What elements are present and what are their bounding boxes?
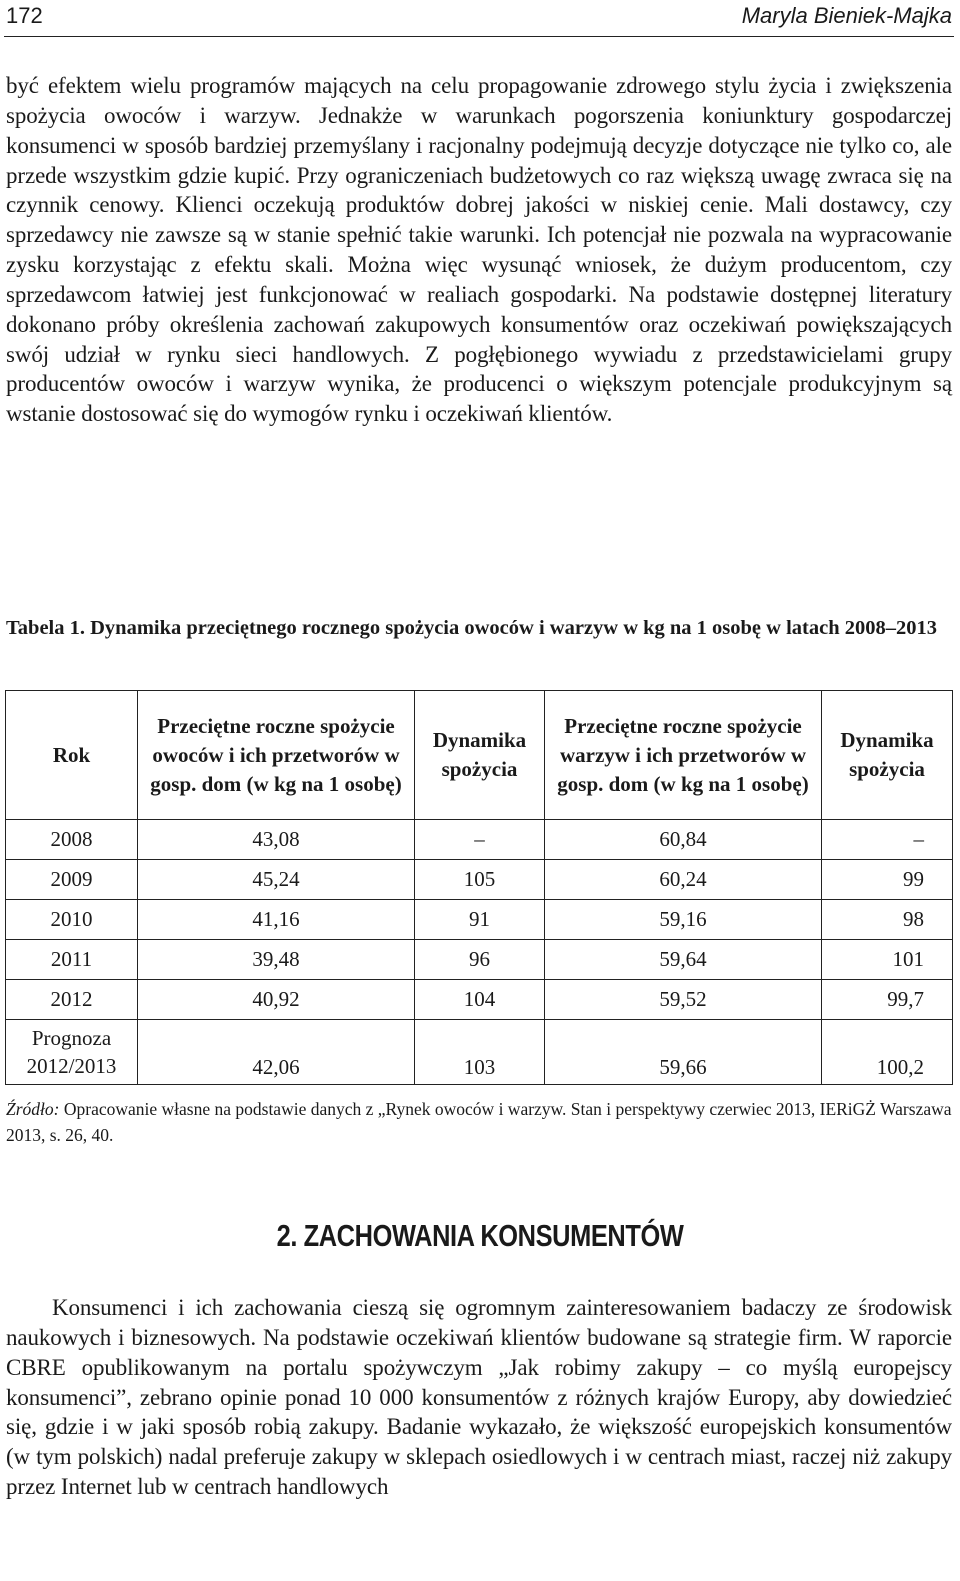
body-paragraph-2: Konsumenci i ich zachowania cieszą się ogromnym zainteresowaniem badaczy ze środowisk naukowych i biznesowych. Na podstawie oczekiwań klientów budowane są strategie firm. W raporcie CBRE opublikowanym na portalu spożywczym „Jak robimy zakupy – co myślą europejscy konsumenci”, zebrano opinie ponad 10 000 konsumentów z różnych krajów Europy, aby dowiedzieć się, gdzie i w jaki sposób robią zakupy. Badanie wykazało, że większość europejskich konsumentów (w tym polskich) nadal preferuje zakupy w sklepach osiedlowych i w centrach miast, raczej niż zakupy przez Internet lub w centrach handlowych: [6, 1295, 952, 1500]
table-cell: 2012: [6, 980, 138, 1020]
table-cell: 99,7: [822, 980, 953, 1020]
page-number: 172: [6, 3, 43, 28]
table-cell: 103: [415, 1020, 545, 1085]
table-cell: 96: [415, 940, 545, 980]
table-caption: Tabela 1. Dynamika przeciętnego rocznego spożycia owoców i warzyw w kg na 1 osobę w latach 2008–2013: [6, 617, 937, 639]
body-paragraph-1: być efektem wielu programów mających na celu propagowanie zdrowego stylu życia i zwiększenia spożycia owoców i warzyw. Jednakże w warunkach pogorszenia koniunktury gospodarczej konsumenci w sposób bardziej przemyślany i racjonalny podejmują decyzje dotyczące nie tylko co, ale przede wszystkim gdzie kupić. Przy ograniczeniach budżetowych co raz większą uwagę zwraca się na czynnik cenowy. Klienci oczekują produktów dobrej jakości w niskiej cenie. Mali dostawcy, czy sprzedawcy nie zawsze są w stanie spełnić takie warunki. Ich potencjał nie pozwala na wypracowanie zysku korzystając z efektu skali. Można więc wysunąć wniosek, że dużym producentom, czy sprzedawcom łatwiej jest funkcjonować w realiach gospodarki. Na podstawie dostępnej literatury dokonano próby określenia zachowań zakupowych konsumentów oraz oczekiwań powiększających swój udział w rynku sieci handlowych. Z pogłębionego wywiadu z przedstawicielami grupy producentów owoców i warzyw wynika, że producenci o większym potencjale produkcyjnym są wstanie dostosować się do wymogów rynku i oczekiwań klientów.: [6, 73, 952, 427]
table-cell: 101: [822, 940, 953, 980]
table-cell: 45,24: [138, 860, 415, 900]
table-cell: 104: [415, 980, 545, 1020]
table-cell: 2008: [6, 820, 138, 860]
table-cell: 43,08: [138, 820, 415, 860]
table-cell: 60,84: [545, 820, 822, 860]
table-cell: 91: [415, 900, 545, 940]
table-row: [6, 820, 953, 860]
table-cell: –: [415, 820, 545, 860]
running-author: Maryla Bieniek-Majka: [741, 3, 952, 28]
source-text: Opracowanie własne na podstawie danych z „Rynek owoców i warzyw. Stan i perspektywy czerwiec 2013, IERiGŻ Warszawa 2013, s. 26, 40.: [6, 1099, 952, 1145]
table-cell: 39,48: [138, 940, 415, 980]
table-cell: 100,2: [822, 1020, 953, 1085]
table-cell: 2009: [6, 860, 138, 900]
table-cell: 98: [822, 900, 953, 940]
table-cell: 59,64: [545, 940, 822, 980]
header-cell: Rok: [6, 691, 138, 820]
table-cell: 59,66: [545, 1020, 822, 1085]
table-cell: 2010: [6, 900, 138, 940]
table-cell: 40,92: [138, 980, 415, 1020]
table-cell: 60,24: [545, 860, 822, 900]
table-row: [6, 940, 953, 980]
table-cell: –: [822, 820, 953, 860]
table-cell: 41,16: [138, 900, 415, 940]
source-label: Źródło:: [6, 1099, 60, 1119]
table-row: [6, 980, 953, 1020]
consumption-table: [5, 690, 953, 1085]
table-cell: 2011: [6, 940, 138, 980]
table-cell: 105: [415, 860, 545, 900]
table-source-note: [6, 1096, 952, 1148]
table-cell: 42,06: [138, 1020, 415, 1085]
table-header-row: [6, 691, 953, 820]
table-cell: Prognoza 2012/2013: [6, 1020, 138, 1085]
table-cell: 59,52: [545, 980, 822, 1020]
page-header: [4, 0, 954, 37]
table-cell: 59,16: [545, 900, 822, 940]
header-cell: Dynamika spożycia: [822, 691, 953, 820]
header-cell: Przeciętne roczne spożycie warzyw i ich przetworów w gosp. dom (w kg na 1 osobę): [545, 691, 822, 820]
table-row: [6, 860, 953, 900]
header-cell: Dynamika spożycia: [415, 691, 545, 820]
section-heading: 2. ZACHOWANIA KONSUMENTÓW: [276, 1218, 684, 1253]
table-row: [6, 900, 953, 940]
table-cell: 99: [822, 860, 953, 900]
header-cell: Przeciętne roczne spożycie owoców i ich przetworów w gosp. dom (w kg na 1 osobę): [138, 691, 415, 820]
table-row: [6, 1020, 953, 1085]
